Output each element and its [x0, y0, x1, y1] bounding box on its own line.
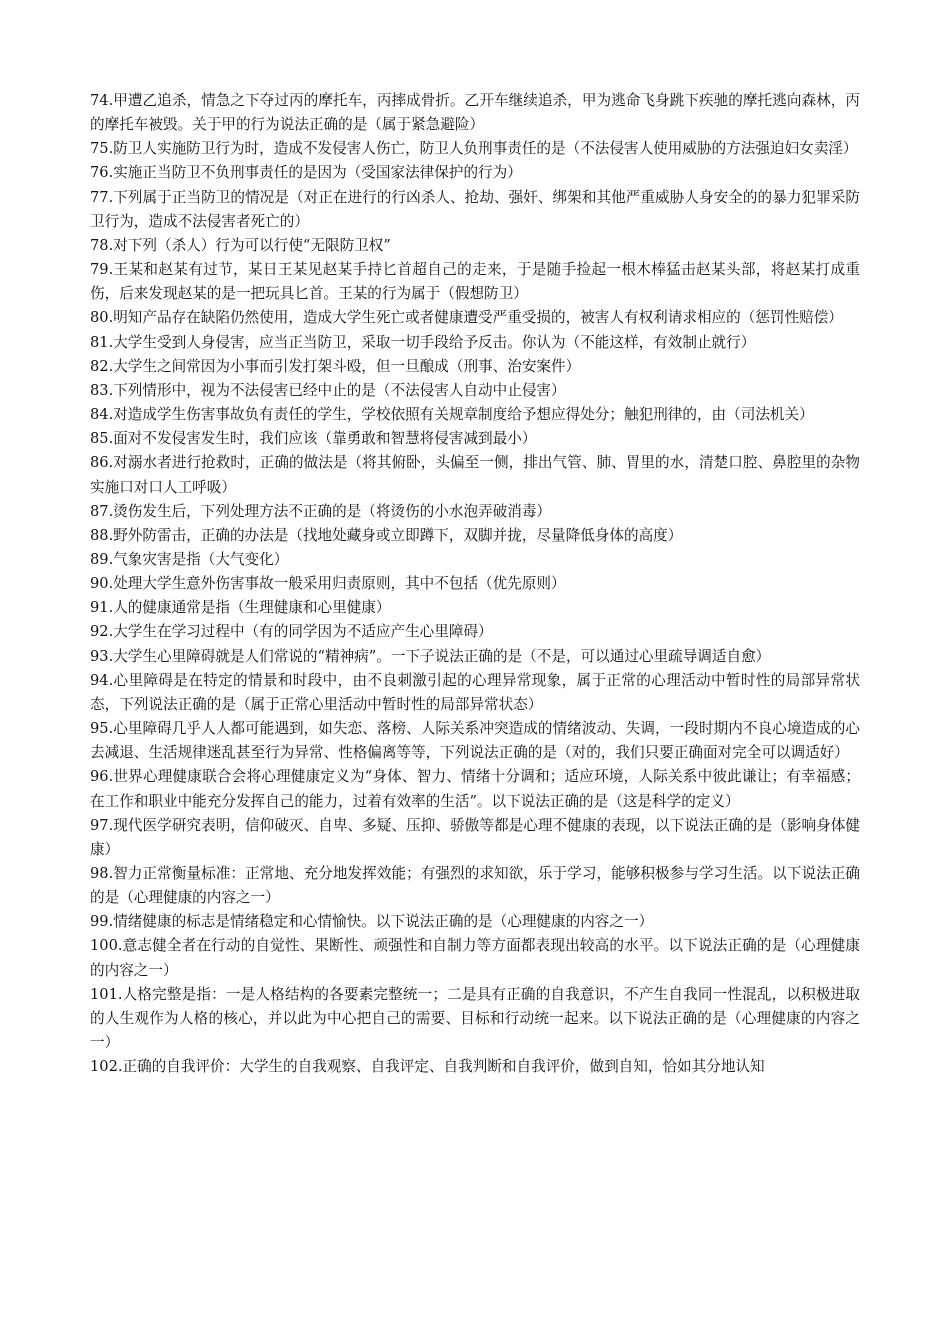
question-item: 78.对下列（杀人）行为可以行使“无限防卫权” [90, 236, 391, 254]
question-item: 79.王某和赵某有过节，某日王某见赵某手持匕首超自己的走来，于是随手捡起一根木棒猛击赵某头部，将赵某打成重伤，后来发现赵某的是一把玩具匕首。王某的行为属于（假想防卫） [90, 261, 860, 303]
question-item: 88.野外防雷击，正确的办法是（找地处藏身或立即蹲下，双脚并拢，尽量降低身体的高度） [90, 526, 683, 544]
document-body [90, 89, 860, 1079]
question-item: 91.人的健康通常是指（生理健康和心里健康） [90, 599, 391, 617]
question-item: 84.对造成学生伤害事故负有责任的学生，学校依照有关规章制度给予想应得处分；触犯刑律的，由（司法机关） [90, 406, 814, 424]
question-item: 86.对溺水者进行抢救时，正确的做法是（将其俯卧，头偏至一侧，排出气管、肺、胃里的水，清楚口腔、鼻腔里的杂物实施口对口人工呼吸） [90, 454, 860, 496]
question-item: 102.正确的自我评价：大学生的自我观察、自我评定、自我判断和自我评价，做到自知，恰如其分地认知 [90, 1058, 765, 1076]
question-item: 83.下列情形中，视为不法侵害已经中止的是（不法侵害人自动中止侵害） [90, 381, 566, 399]
question-item: 87.烫伤发生后，下列处理方法不正确的是（将烫伤的小水泡弄破消毒） [90, 502, 552, 520]
question-item: 89.气象灾害是指（大气变化） [90, 550, 289, 568]
question-item: 82.大学生之间常因为小事而引发打架斗殴，但一旦酿成（刑事、治安案件） [90, 357, 581, 375]
question-item: 80.明知产品存在缺陷仍然使用，造成大学生死亡或者健康遭受严重受损的，被害人有权利请求相应的（惩罚性赔偿） [90, 309, 843, 327]
question-item: 98.智力正常衡量标准：正常地、充分地发挥效能；有强烈的求知欲，乐于学习，能够积极参与学习生活。以下说法正确的是（心理健康的内容之一） [90, 865, 860, 907]
question-item: 92.大学生在学习过程中（有的同学因为不适应产生心里障碍） [90, 623, 493, 641]
question-item: 101.人格完整是指：一是人格结构的各要素完整统一；二是具有正确的自我意识，不产生自我同一性混乱，以积极进取的人生观作为人格的核心，并以此为中心把自己的需要、目标和行动统一起来。以下说法正确的是（心理健康的内容之一） [90, 985, 860, 1052]
question-item: 100.意志健全者在行动的自觉性、果断性、顽强性和自制力等方面都表现出较高的水平。以下说法正确的是（心理健康的内容之一） [90, 937, 860, 979]
question-item: 96.世界心理健康联合会将心理健康定义为“身体、智力、情绪十分调和；适应环境，人际关系中彼此谦让；有幸福感；在工作和职业中能充分发挥自己的能力，过着有效率的生活”。以下说法正确的是（这是科学的定义） [90, 768, 860, 810]
question-item: 75.防卫人实施防卫行为时，造成不发侵害人伤亡，防卫人负刑事责任的是（不法侵害人使用威胁的方法强迫妇女卖淫） [90, 140, 858, 158]
question-item: 74.甲遭乙追杀，情急之下夺过丙的摩托车，丙摔成骨折。乙开车继续追杀，甲为逃命飞身跳下疾驰的摩托逃向森林，丙的摩托车被毁。关于甲的行为说法正确的是（属于紧急避险） [90, 92, 860, 134]
question-item: 93.大学生心里障碍就是人们常说的“精神病”。一下子说法正确的是（不是，可以通过心里疏导调适自愈） [90, 647, 771, 665]
question-item: 99.情绪健康的标志是情绪稳定和心情愉快。以下说法正确的是（心理健康的内容之一） [90, 913, 654, 931]
question-item: 94.心里障碍是在特定的情景和时段中，由不良刺激引起的心理异常现象，属于正常的心理活动中暂时性的局部异常状态，下列说法正确的是（属于正常心里活动中暂时性的局部异常状态） [90, 671, 860, 713]
question-item: 81.大学生受到人身侵害，应当正当防卫，采取一切手段给予反击。你认为（不能这样，有效制止就行） [90, 333, 756, 351]
question-item: 90.处理大学生意外伤害事故一般采用归责原则，其中不包括（优先原则） [90, 575, 566, 593]
question-item: 76.实施正当防卫不负刑事责任的是因为（受国家法律保护的行为） [90, 164, 522, 182]
question-item: 77.下列属于正当防卫的情况是（对正在进行的行凶杀人、抢劫、强奸、绑架和其他严重威胁人身安全的的暴力犯罪采防卫行为，造成不法侵害者死亡的） [90, 188, 860, 230]
question-item: 95.心里障碍几乎人人都可能遇到，如失恋、落榜、人际关系冲突造成的情绪波动、失调，一段时期内不良心境造成的心去减退、生活规律迷乱甚至行为异常、性格偏离等等，下列说法正确的是（对的，我们只要正确面对完全可以调适好） [90, 720, 860, 762]
question-item: 97.现代医学研究表明，信仰破灭、自卑、多疑、压抑、骄傲等都是心理不健康的表现，以下说法正确的是（影响身体健康） [90, 816, 860, 858]
question-item: 85.面对不发侵害发生时，我们应该（靠勇敢和智慧将侵害减到最小） [90, 430, 537, 448]
